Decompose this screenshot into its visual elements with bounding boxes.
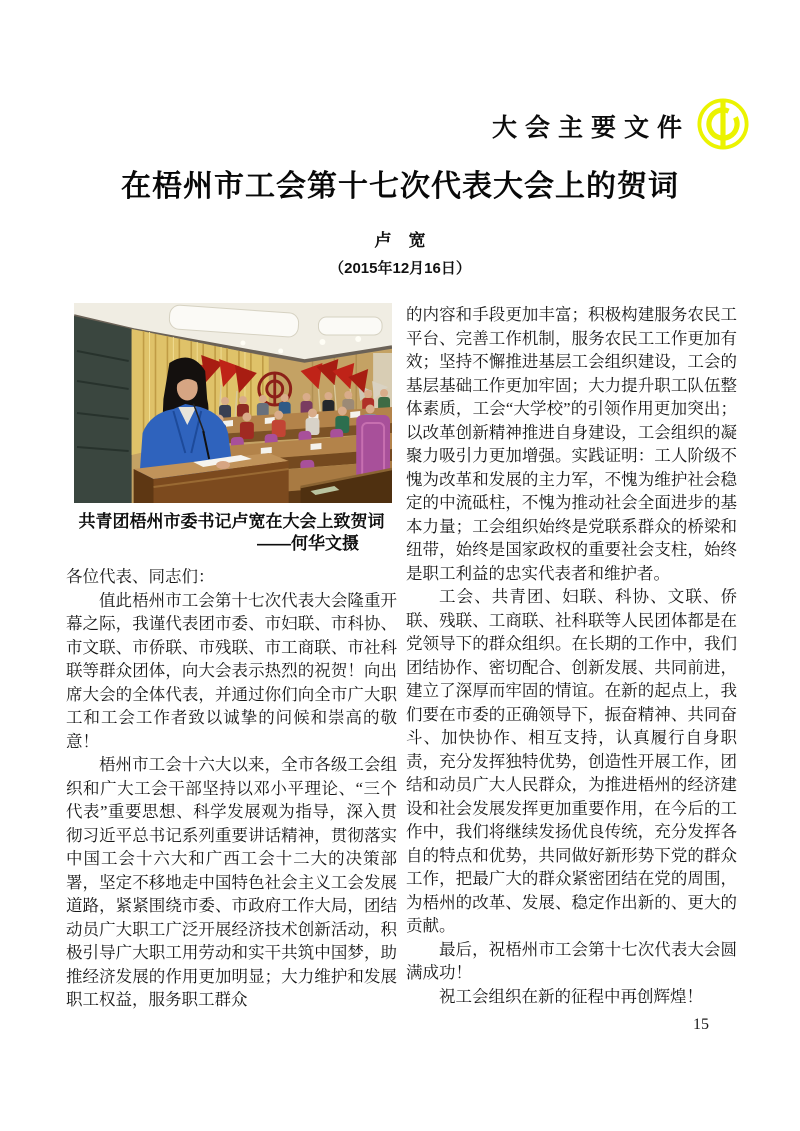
page-header bbox=[492, 97, 750, 151]
paragraph-salutation: 各位代表、同志们： bbox=[66, 567, 215, 586]
page-number: 15 bbox=[693, 1016, 709, 1033]
speech-date: （2015年12月16日） bbox=[329, 260, 471, 277]
paragraph-review: 梧州市工会十六大以来，全市各级工会组织和广大工会干部坚持以邓小平理论、“三个代表”重要思想、科学发展观为指导，深入贯彻习近平总书记系列重要讲话精神，贯彻落实中国工会十六大和广西工会十二大的决策部署，坚定不移地走中国特色社会主义工会发展道路，紧紧围绕市委、市政府工作大局，团结动员广大职工广泛开展经济技术创新活动，积极引导广大职工用劳动和实干共筑中国梦，助推经济发展的作用更加明显；大力维护和发展职工权益，服务职工群众 bbox=[66, 755, 397, 1009]
paragraph-greeting: 值此梧州市工会第十七次代表大会隆重开幕之际，我谨代表团市委、市妇联、市科协、市文联、市侨联、市残联、市工商联、市社科联等群众团体，向大会表示热烈的祝贺！向出席大会的全体代表，并通过你们向全市广大职工和工会工作者致以诚挚的问候和崇高的敬意！ bbox=[66, 590, 397, 751]
page-title: 在梧州市工会第十七次代表大会上的贺词 bbox=[121, 170, 679, 203]
author-name: 卢 宽 bbox=[374, 231, 426, 250]
conference-photo bbox=[66, 303, 397, 503]
photo-caption-credit: ——何华文摄 bbox=[257, 534, 359, 553]
photo-caption-line1: 共青团梧州市委书记卢宽在大会上致贺词 bbox=[78, 512, 385, 531]
union-emblem-icon bbox=[696, 97, 750, 151]
section-header-label: 大会主要文件 bbox=[491, 114, 690, 142]
conference-photo-figure bbox=[66, 303, 397, 555]
left-column bbox=[66, 303, 397, 1012]
paragraph-wish-congress: 最后，祝梧州市工会第十七次代表大会圆满成功！ bbox=[406, 939, 737, 982]
paragraph-cooperation: 工会、共青团、妇联、科协、文联、侨联、残联、工商联、社科联等人民团体都是在党领导下的群众组织。在长期的工作中，我们团结协作、密切配合、创新发展、共同前进，建立了深厚而牢固的情谊。在新的起点上，我们要在市委的正确领导下，振奋精神、共同奋斗、加快协作、相互支持，认真履行自身职责，充分发挥独特优势，创造性开展工作，团结和动员广大人民群众，为推进梧州的经济建设和社会发展发挥更加重要作用，在今后的工作中，我们将继续发扬优良传统，充分发挥各自的特点和优势，共同做好新形势下党的群众工作，把最广大的群众紧密团结在党的周围，为梧州的改革、发展、稳定作出新的、更大的贡献。 bbox=[406, 587, 737, 935]
paragraph-wish-union: 祝工会组织在新的征程中再创辉煌！ bbox=[439, 986, 703, 1006]
right-column bbox=[406, 303, 737, 1008]
paragraph-review-continued: 的内容和手段更加丰富；积极构建服务农民工平台、完善工作机制，服务农民工工作更加有效；坚持不懈推进基层工会组织建设，工会的基层基础工作更加牢固；大力提升职工队伍整体素质，工会“大学校”的引领作用更加突出；以改革创新精神推进自身建设，工会组织的凝聚力吸引力更加增强。实践证明：工人阶级不愧为改革和发展的主力军，不愧为维护社会稳定的中流砥柱，不愧为推动社会全面进步的基本力量；工会组织始终是党联系群众的桥梁和纽带，始终是国家政权的重要社会支柱，始终是职工利益的忠实代表者和维护者。 bbox=[406, 305, 737, 583]
